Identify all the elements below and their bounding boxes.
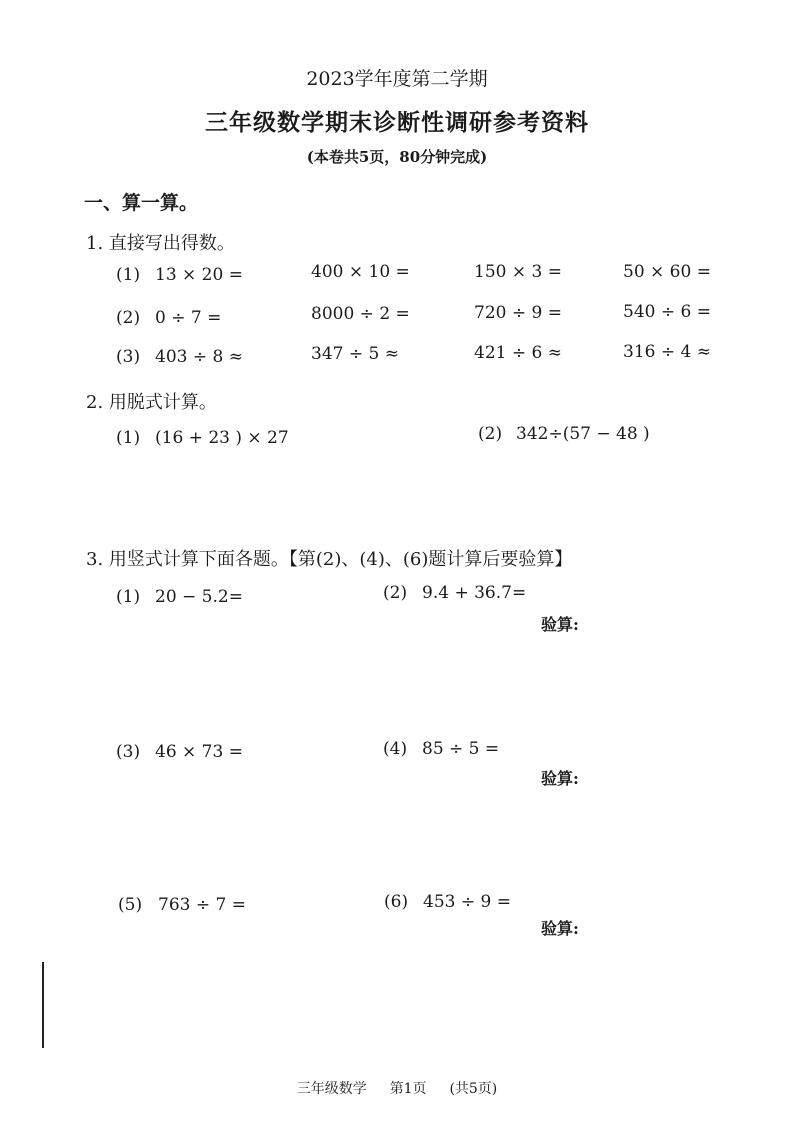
q2-item1-num: (1) [116,428,141,448]
q3-item4-expr: 85 ÷ 5 = [422,739,500,759]
footer-subject: 三年级数学 [296,1081,367,1097]
footer-page-number: 第1页 [389,1081,427,1097]
q3-item5-expr: 763 ÷ 7 = [158,895,246,915]
question-3-label: 3. 用竖式计算下面各题。【第(2)、(4)、(6)题计算后要验算】 [86,549,573,570]
term-heading: 2023学年度第二学期 [306,68,488,90]
q1-row2-item1: 0 ÷ 7 = [155,308,222,328]
q1-row3-item2: 347 ÷ 5 ≈ [311,344,399,364]
q3-item2-verify: 验算: [541,615,579,634]
question-2-label: 2. 用脱式计算。 [86,392,217,413]
q1-row2-item2: 8000 ÷ 2 = [311,304,410,324]
q3-item6-verify: 验算: [541,919,579,938]
q3-item2-expr: 9.4 + 36.7= [422,583,527,603]
q3-item4-verify: 验算: [541,769,579,788]
q3-item6-expr: 453 ÷ 9 = [423,892,511,912]
q1-row3-item3: 421 ÷ 6 ≈ [474,343,562,363]
q2-item2-num: (2) [478,424,503,444]
q1-row1-item2: 400 × 10 = [311,262,410,282]
q2-item1-expr: (16 + 23 ) × 27 [155,428,289,448]
binding-margin-line [42,962,44,1048]
q1-row3-item1: 403 ÷ 8 ≈ [155,347,243,367]
q2-item2-expr: 342÷(57 − 48 ) [516,424,650,444]
section-title: 一、算一算。 [84,192,199,214]
q1-row1-item4: 50 × 60 = [623,262,711,282]
q3-item3-num: (3) [116,742,141,762]
q3-item2-num: (2) [383,583,408,603]
question-1-label: 1. 直接写出得数。 [86,233,235,254]
q3-item5-num: (5) [118,895,143,915]
q1-row1-num: (1) [116,265,141,285]
exam-note: (本卷共5页，80分钟完成) [306,148,488,166]
q1-row3-num: (3) [116,347,141,367]
q1-row2-num: (2) [116,308,141,328]
q3-item6-num: (6) [384,892,409,912]
q3-item4-num: (4) [383,739,408,759]
q1-row1-item1: 13 × 20 = [155,265,243,285]
q1-row1-item3: 150 × 3 = [474,262,562,282]
q3-item1-expr: 20 − 5.2= [155,587,243,607]
q3-item1-num: (1) [116,587,141,607]
q1-row2-item3: 720 ÷ 9 = [474,303,562,323]
exam-title: 三年级数学期末诊断性调研参考资料 [205,109,589,136]
q1-row3-item4: 316 ÷ 4 ≈ [623,342,711,362]
q3-item3-expr: 46 × 73 = [155,742,243,762]
q1-row2-item4: 540 ÷ 6 = [623,302,711,322]
page-footer [0,1078,794,1098]
footer-total-pages: (共5页) [449,1081,498,1097]
